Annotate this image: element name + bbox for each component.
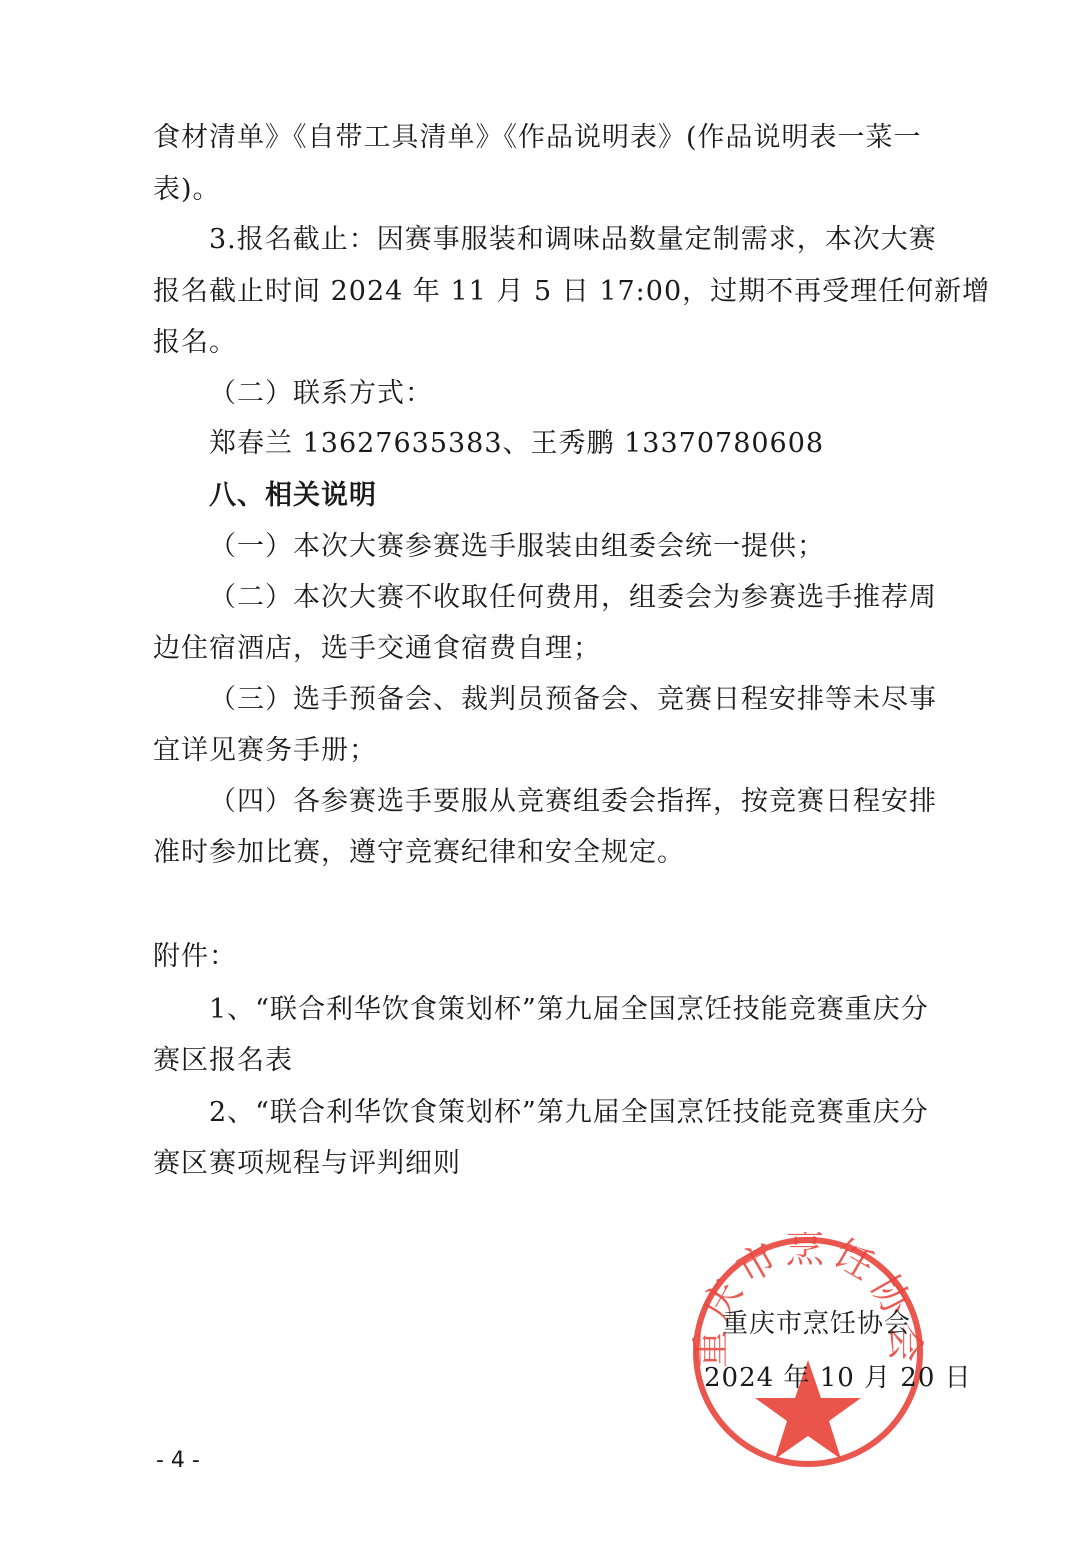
page-number: - 4 -: [156, 1448, 200, 1473]
signature-org: 重庆市烹饪协会: [722, 1309, 912, 1339]
attachment-line: 2、“联合利华饮食策划杯”第九届全国烹饪技能竞赛重庆分: [209, 1097, 929, 1128]
svg-text:重庆市烹饪协会: 重庆市烹饪协会: [688, 1232, 928, 1369]
section-heading: 八、相关说明: [209, 480, 377, 511]
note-line: 准时参加比赛，遵守竞赛纪律和安全规定。: [153, 837, 685, 868]
note-line: （三）选手预备会、裁判员预备会、竞赛日程安排等未尽事: [209, 684, 937, 715]
signature-date: 2024 年 10 月 20 日: [704, 1363, 972, 1393]
attachment-line: 赛区赛项规程与评判细则: [153, 1148, 461, 1179]
note-line: 宜详见赛务手册；: [153, 735, 377, 766]
note-line: 边住宿酒店，选手交通食宿费自理；: [153, 633, 601, 664]
body-line: 报名。: [153, 327, 237, 358]
attachment-line: 赛区报名表: [153, 1045, 293, 1076]
note-line: （一）本次大赛参赛选手服装由组委会统一提供；: [209, 531, 825, 562]
body-line: 食材清单》《自带工具清单》《作品说明表》(作品说明表一菜一: [153, 122, 922, 153]
body-line: 表)。: [153, 174, 221, 205]
body-line: （二）联系方式：: [209, 378, 433, 409]
body-line: 3.报名截止：因赛事服装和调味品数量定制需求，本次大赛: [209, 224, 937, 255]
note-line: （二）本次大赛不收取任何费用，组委会为参赛选手推荐周: [209, 582, 937, 613]
note-line: （四）各参赛选手要服从竞赛组委会指挥，按竞赛日程安排: [209, 786, 937, 817]
seal-icon: [688, 1232, 928, 1472]
attachments-label: 附件：: [153, 941, 237, 972]
contact-line: 郑春兰 13627635383、王秀鹏 13370780608: [209, 428, 825, 459]
official-seal: [688, 1232, 928, 1472]
body-line: 报名截止时间 2024 年 11 月 5 日 17:00，过期不再受理任何新增: [153, 276, 991, 307]
attachment-line: 1、“联合利华饮食策划杯”第九届全国烹饪技能竞赛重庆分: [209, 994, 929, 1025]
